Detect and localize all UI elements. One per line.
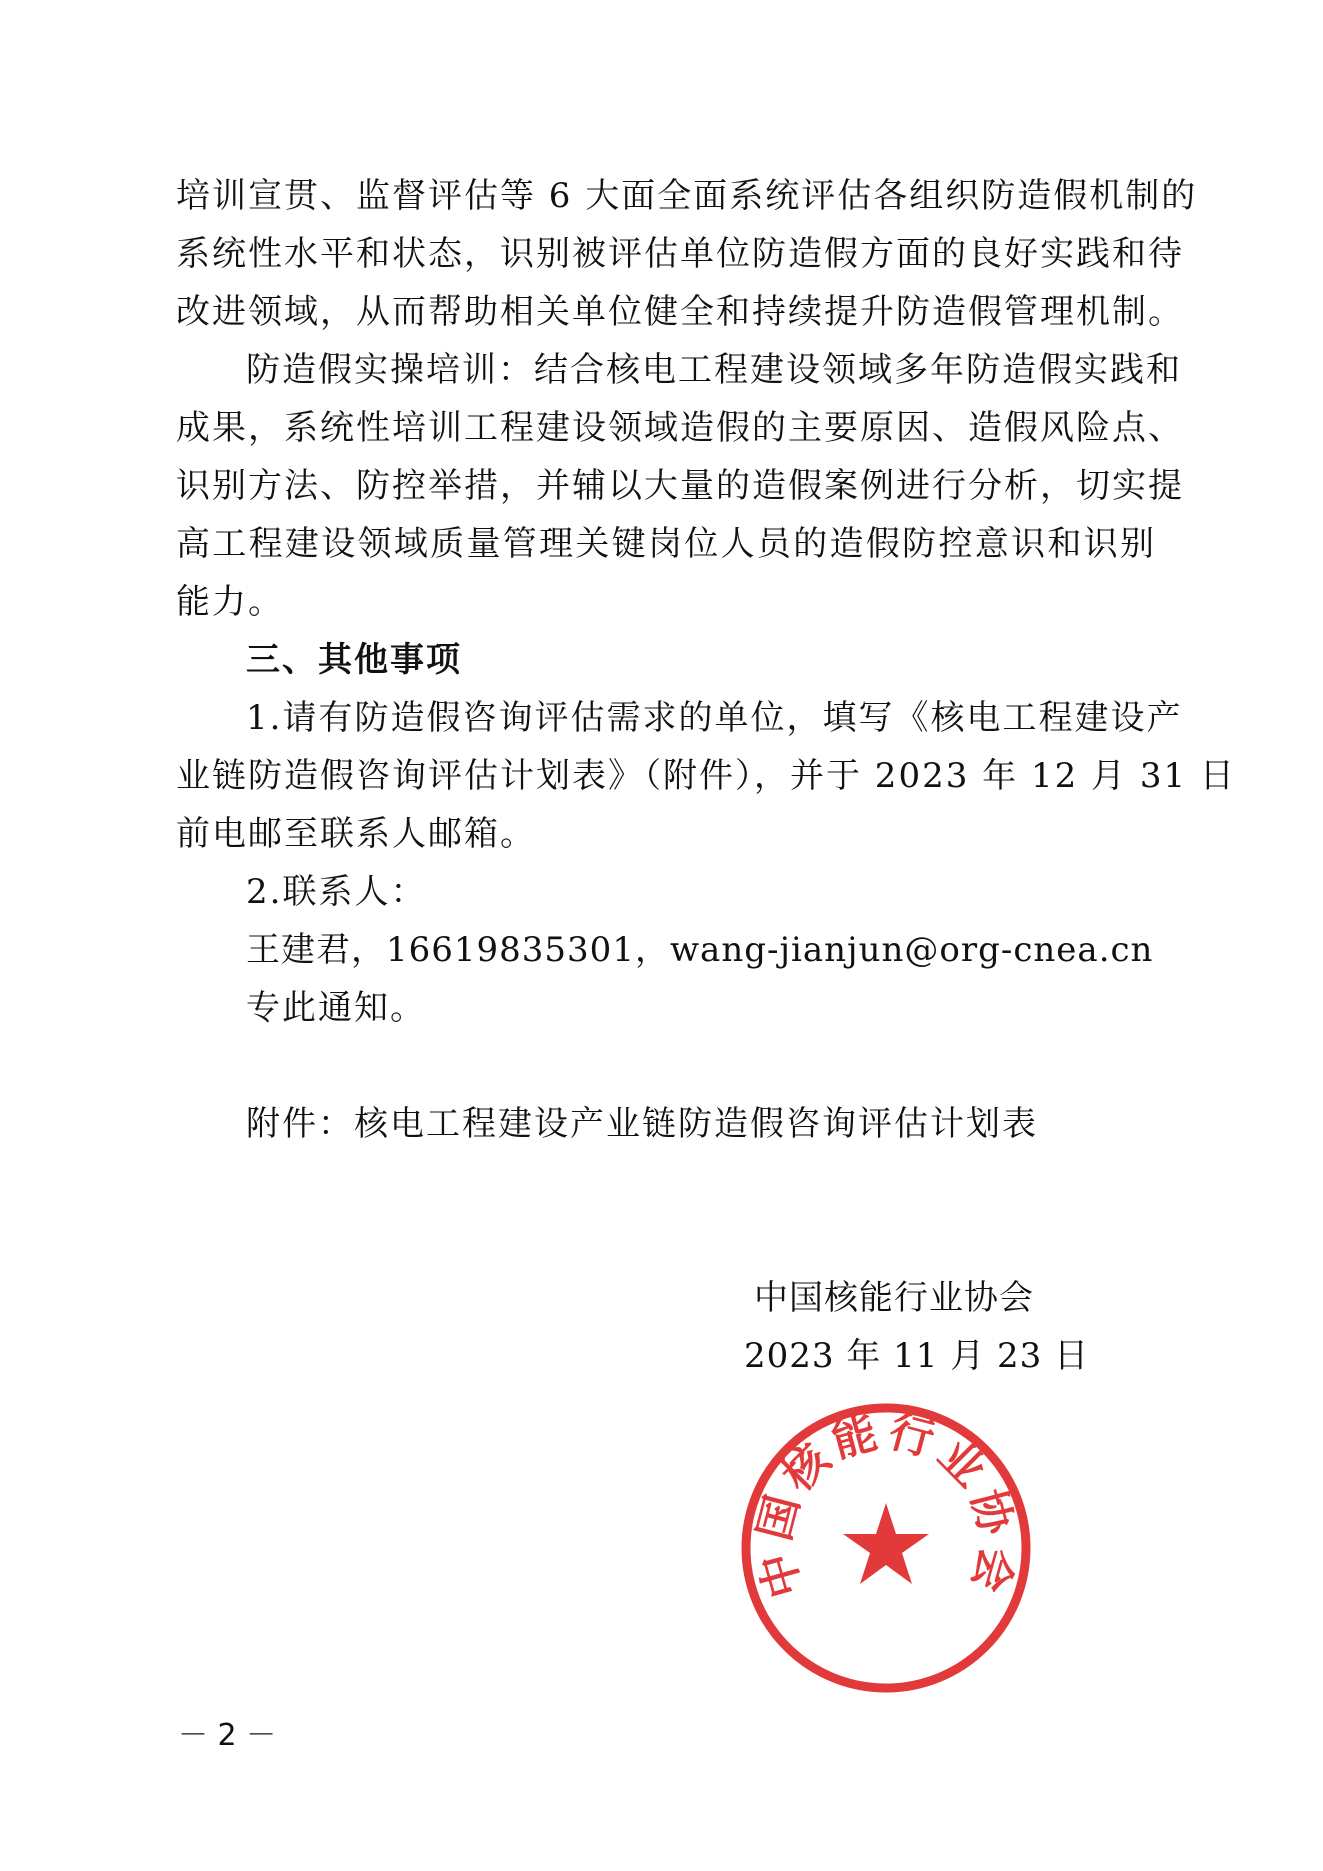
official-seal-icon	[736, 1398, 1036, 1698]
paragraph-line: 能力。	[176, 582, 284, 622]
seal-star-icon	[843, 1503, 929, 1584]
contact-label: 2.联系人：	[246, 872, 427, 912]
signature-organization: 中国核能行业协会	[754, 1278, 1034, 1318]
paragraph-line: 1.请有防造假咨询评估需求的单位，填写《核电工程建设产	[246, 698, 1183, 738]
closing-text: 专此通知。	[246, 988, 426, 1028]
seal-text: 中国核能行业协会	[749, 1405, 1023, 1604]
section-heading: 三、其他事项	[246, 640, 462, 680]
paragraph-line: 识别方法、防控举措，并辅以大量的造假案例进行分析，切实提	[176, 466, 1184, 506]
signature-date: 2023 年 11 月 23 日	[744, 1336, 1090, 1376]
paragraph-line: 培训宣贯、监督评估等 6 大面全面系统评估各组织防造假机制的	[176, 176, 1198, 216]
paragraph-line: 防造假实操培训：结合核电工程建设领域多年防造假实践和	[246, 350, 1182, 390]
contact-info: 王建君，16619835301，wang-jianjun@org-cnea.cn	[246, 930, 1154, 970]
paragraph-line: 改进领域，从而帮助相关单位健全和持续提升防造假管理机制。	[176, 292, 1184, 332]
attachment-line: 附件：核电工程建设产业链防造假咨询评估计划表	[246, 1104, 1038, 1144]
paragraph-line: 成果，系统性培训工程建设领域造假的主要原因、造假风险点、	[176, 408, 1184, 448]
paragraph-line: 系统性水平和状态，识别被评估单位防造假方面的良好实践和待	[176, 234, 1184, 274]
paragraph-line: 高工程建设领域质量管理关键岗位人员的造假防控意识和识别	[176, 524, 1156, 564]
paragraph-line: 业链防造假咨询评估计划表》（附件），并于 2023 年 12 月 31 日	[176, 756, 1236, 796]
paragraph-line: 前电邮至联系人邮箱。	[176, 814, 536, 854]
page-number: － 2 －	[178, 1718, 277, 1753]
